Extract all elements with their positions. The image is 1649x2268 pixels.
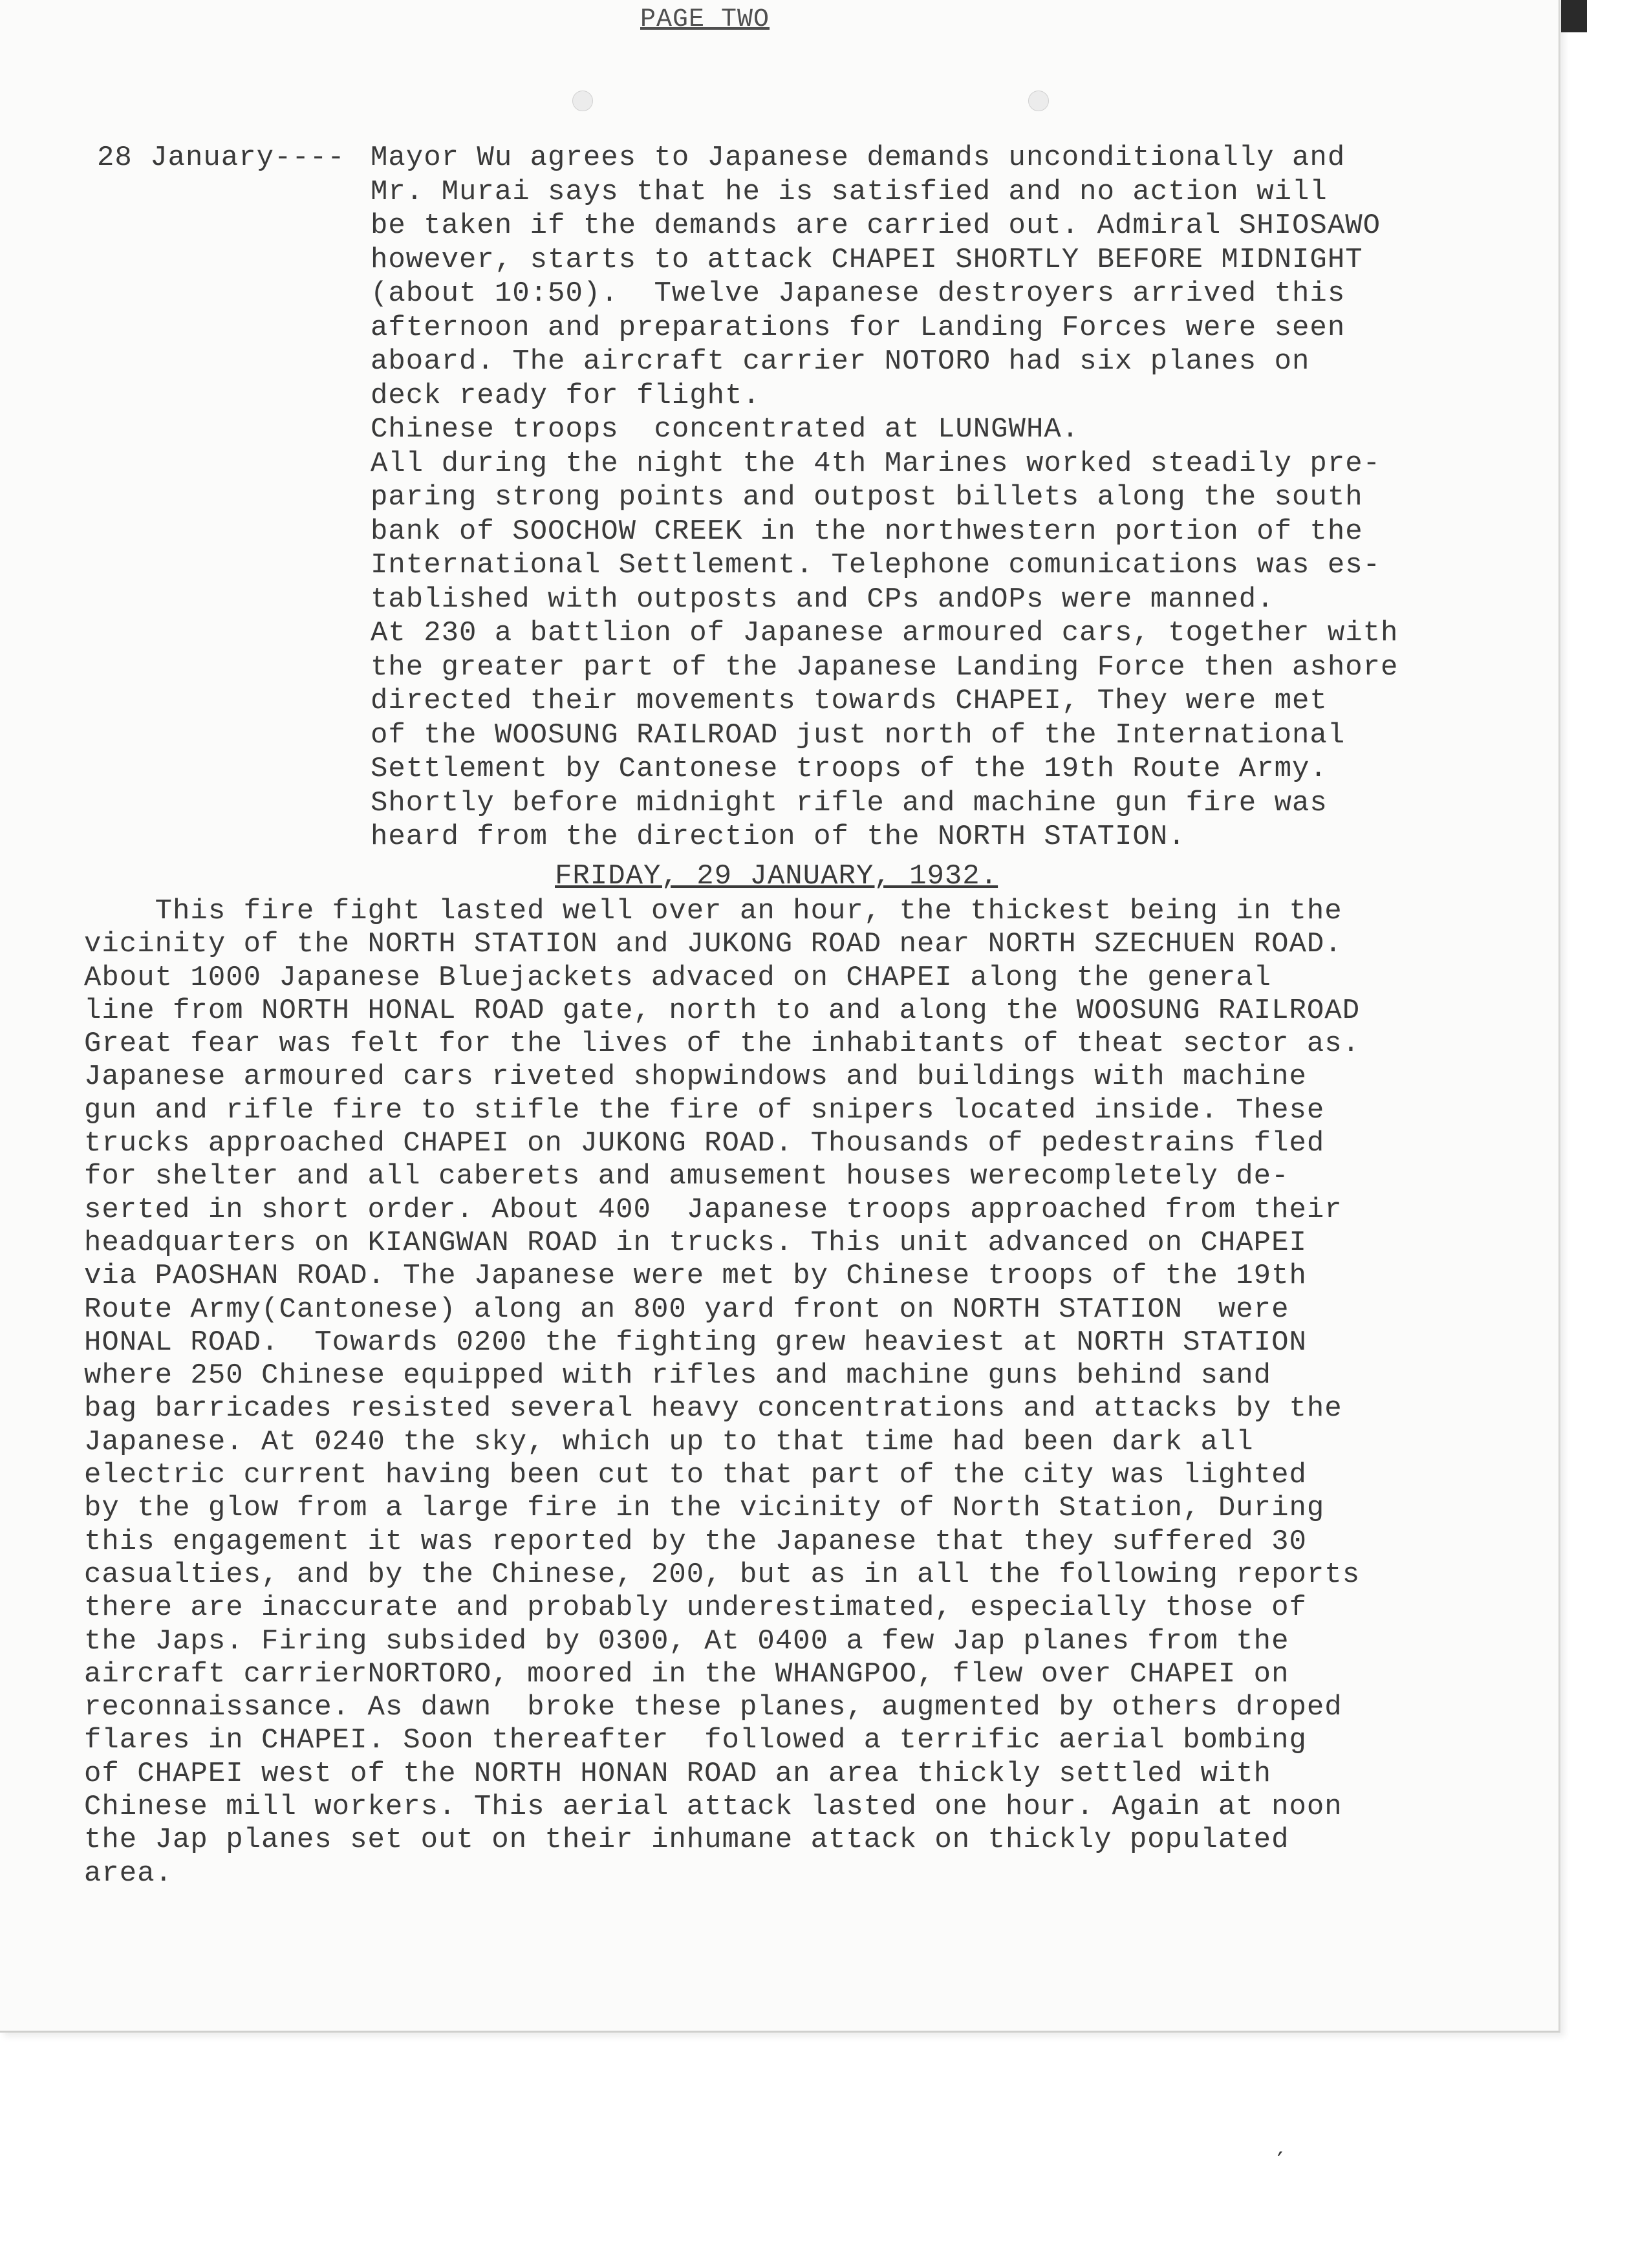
stray-mark: ′ — [1277, 2147, 1284, 2177]
entry-date: 28 January---- — [97, 142, 345, 174]
scan-edge-shadow — [1561, 0, 1587, 32]
page-header: PAGE TWO — [640, 5, 770, 34]
section-heading: FRIDAY, 29 JANUARY, 1932. — [555, 860, 998, 892]
section-text: This fire fight lasted well over an hour, the thickest being in the vicinity of the NORTH STATION and JUKONG ROAD near NORTH SZECHUEN ROAD. About 1000 Japanese Bluejackets advaced on CHAPEI along the general line from NORTH HONAL ROAD gate, north to and along the WOOSUNG RAILROAD Great fear was felt for the lives of the inhabitants of theat sector as. Japanese armoured cars riveted shopwindows and buildings with machine gun and rifle fire to stifle the fire of snipers located inside. These trucks approached CHAPEI on JUKONG ROAD. Thousands of pedestrains fled for shelter and all caberets and amusement houses werecompletely de- serted in short order. About 400 Japanese troops approached from their headquarters on KIANGWAN ROAD in trucks. This unit advanced on CHAPEI via PAOSHAN ROAD. The Japanese were met by Chinese troops of the 19th Route Army(Cantonese) along an 800 yard front on NORTH STATION were HONAL ROAD. Towards 0200 the fighting grew heaviest at NORTH STATION where 250 Chinese equipped with rifles and machine guns behind sand bag barricades resisted several heavy concentrations and attacks by the Japanese. At 0240 the sky, which up to that time had been dark all electric current having been cut to that part of the city was lighted by the glow from a large fire in the vicinity of North Station, During this engagement it was reported by the Japanese that they suffered 30 casualties, and by the Chinese, 200, but as in all the following reports there are inaccurate and probably underestimated, especially those of the Japs. Firing subsided by 0300, At 0400 a few Jap planes from the aircraft carrierNORTORO, moored in the WHANGPOO, flew over CHAPEI on reconnaissance. As dawn broke these planes, augmented by others droped flares in CHAPEI. Soon thereafter followed a terrific aerial bombing of CHAPEI west of the NORTH HONAN ROAD an area thickly settled with Chinese mill workers. This aerial attack lasted one hour. Again at noon the Jap planes set out on their inhumane attack on thickly populated area. — [84, 895, 1361, 1890]
punch-hole-right — [1028, 91, 1049, 111]
punch-hole-left — [572, 91, 593, 111]
entry-text: Mayor Wu agrees to Japanese demands unconditionally and Mr. Murai says that he is satisfied and no action will be taken if the demands are carried out. Admiral SHIOSAWO however, starts to attack CHAPEI SHORTLY BEFORE MIDNIGHT (about 10:50). Twelve Japanese destroyers arrived this afternoon and preparations for Landing Forces were seen aboard. The aircraft carrier NOTORO had six planes on deck ready for flight. Chinese troops concentrated at LUNGWHA. All during the night the 4th Marines worked steadily pre- paring strong points and outpost billets along the south bank of SOOCHOW CREEK in the northwestern portion of the International Settlement. Telephone comunications was es- tablished with outposts and CPs andOPs were manned. At 230 a battlion of Japanese armoured cars, together with the greater part of the Japanese Landing Force then ashore directed their movements towards CHAPEI, They were met of the WOOSUNG RAILROAD just north of the International Settlement by Cantonese troops of the 19th Route Army. Shortly before midnight rifle and machine gun fire was heard from the direction of the NORTH STATION. — [371, 142, 1399, 853]
